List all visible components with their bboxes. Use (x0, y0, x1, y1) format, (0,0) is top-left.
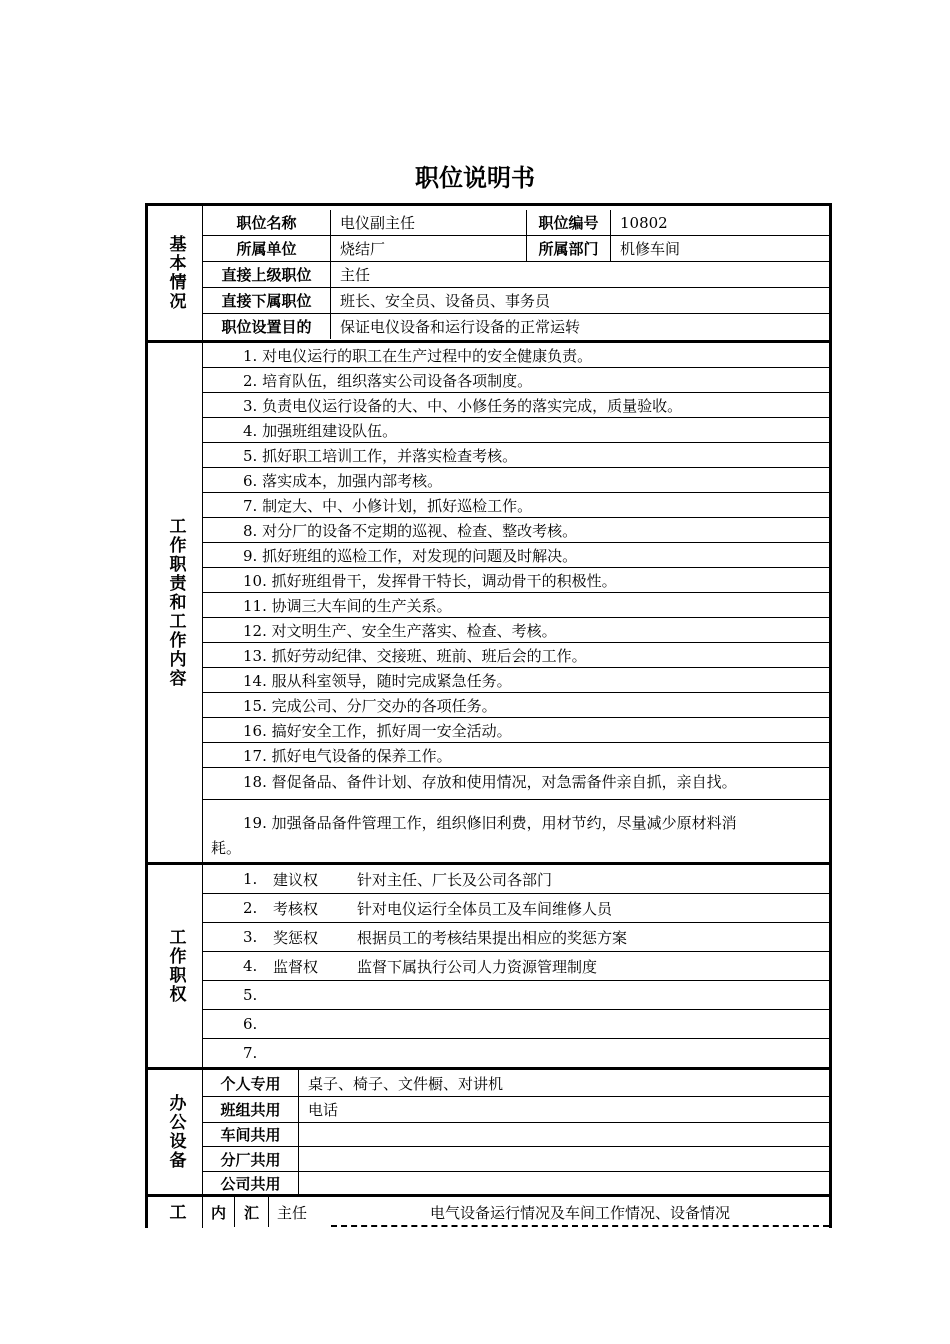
duty-item-10 (203, 568, 829, 593)
duty-item-3 (203, 393, 829, 418)
authority-desc (357, 1010, 829, 1038)
duty-text: 10. 抓好班组骨干，发挥骨干特长，调动骨干的积极性。 (243, 571, 617, 590)
authority-no: 5. (243, 986, 258, 1004)
authority-item-1 (203, 865, 829, 894)
duty-item-14 (203, 668, 829, 693)
authority-item-6 (203, 1010, 829, 1039)
duty-item-9 (203, 543, 829, 568)
authority-item-2 (203, 894, 829, 923)
duty-text: 18. 督促备品、备件计划、存放和使用情况，对急需备件亲自抓，亲自找。 (243, 773, 737, 791)
duties-side-label: 工作职责和工作内容 (148, 343, 203, 862)
duty-item-17 (203, 743, 829, 768)
relations-content: 电气设备运行情况及车间工作情况、设备情况 (430, 1203, 731, 1222)
unit-value: 烧结厂 (330, 236, 526, 261)
unit-label: 所属单位 (236, 240, 297, 258)
duty-item-13 (203, 643, 829, 668)
authority-desc: 针对主任、厂长及公司各部门 (357, 870, 553, 889)
position-name-value: 电仪副主任 (330, 210, 526, 235)
authority-desc (357, 1039, 829, 1067)
duty-text: 4. 加强班组建设队伍。 (243, 421, 398, 440)
position-name-row (203, 210, 829, 236)
authority-section (148, 865, 829, 1067)
duty-item-8 (203, 518, 829, 543)
purpose-label: 职位设置目的 (221, 318, 312, 336)
equipment-value (298, 1172, 829, 1195)
duty-text: 1. 对电仪运行的职工在生产过程中的安全健康负责。 (243, 346, 593, 365)
equipment-label: 分厂共用 (220, 1150, 281, 1169)
authority-name: 建议权 (273, 870, 319, 889)
purpose-value: 保证电仪设备和运行设备的正常运转 (330, 314, 829, 339)
duty-text: 5. 抓好职工培训工作，并落实检查考核。 (243, 446, 518, 465)
duty-item-2 (203, 368, 829, 393)
authority-desc: 根据员工的考核结果提出相应的奖惩方案 (357, 928, 628, 947)
equipment-label: 车间共用 (220, 1126, 281, 1144)
relations-target: 主任 (268, 1197, 417, 1227)
superior-value: 主任 (330, 262, 829, 287)
duty-text: 2. 培育队伍，组织落实公司设备各项制度。 (243, 371, 533, 390)
authority-name: 监督权 (273, 957, 319, 976)
equipment-label: 公司共用 (220, 1175, 281, 1193)
duty-text: 15. 完成公司、分厂交办的各项任务。 (243, 696, 497, 715)
equipment-row-1 (203, 1070, 829, 1097)
position-no-value: 10802 (610, 210, 829, 235)
duty-item-15 (203, 693, 829, 718)
equipment-label: 个人专用 (220, 1074, 281, 1093)
authority-item-4 (203, 952, 829, 981)
duty-item-4 (203, 418, 829, 443)
duty-item-19 (203, 801, 829, 861)
duty-item-1 (203, 343, 829, 368)
duty-text: 7. 制定大、中、小修计划，抓好巡检工作。 (243, 496, 533, 515)
job-description-table (145, 203, 832, 1228)
duty-text: 3. 负责电仪运行设备的大、中、小修任务的落实完成，质量验收。 (243, 396, 683, 415)
authority-desc: 针对电仪运行全体员工及车间维修人员 (357, 899, 613, 918)
superior-row (203, 262, 829, 288)
equipment-side-label: 办公设备 (148, 1070, 203, 1194)
authority-side-label: 工作职权 (148, 865, 203, 1067)
subordinate-label: 直接下属职位 (221, 292, 312, 310)
duties-section (148, 343, 829, 862)
equipment-row-4 (203, 1147, 829, 1172)
duty-item-5 (203, 443, 829, 468)
authority-desc (357, 981, 829, 1009)
duty-item-18 (203, 768, 829, 800)
relations-side-label: 工 (148, 1197, 203, 1228)
subordinate-value: 班长、安全员、设备员、事务员 (330, 288, 829, 313)
authority-no: 6. (243, 1015, 258, 1033)
duty-text: 9. 抓好班组的巡检工作，对发现的问题及时解决。 (243, 546, 578, 565)
duty-text: 16. 搞好安全工作，抓好周一安全活动。 (243, 721, 512, 740)
equipment-label: 班组共用 (220, 1101, 281, 1119)
authority-no: 3. (243, 928, 258, 946)
duty-text: 14. 服从科室领导，随时完成紧急任务。 (243, 671, 512, 690)
document-title: 职位说明书 (415, 164, 535, 192)
subordinate-row (203, 288, 829, 314)
basic-info-section (148, 206, 829, 340)
duty-item-12 (203, 618, 829, 643)
equipment-row-3 (203, 1123, 829, 1147)
authority-item-5 (203, 981, 829, 1010)
equipment-section (148, 1070, 829, 1194)
authority-name: 奖惩权 (273, 928, 319, 947)
authority-name (273, 1010, 353, 1038)
superior-label: 直接上级职位 (221, 266, 312, 284)
equipment-row-5 (203, 1172, 829, 1195)
dashed-line (331, 1225, 829, 1227)
equipment-row-2 (203, 1097, 829, 1123)
authority-no: 1. (243, 870, 258, 888)
basic-info-side-label: 基本情况 (148, 206, 203, 340)
duty-19-line2: 耗。 (211, 839, 242, 857)
duty-text: 12. 对文明生产、安全生产落实、检查、考核。 (243, 621, 557, 640)
duty-item-16 (203, 718, 829, 743)
duty-item-11 (203, 593, 829, 618)
unit-row (203, 236, 829, 262)
relations-row (203, 1197, 829, 1227)
equipment-value (298, 1147, 829, 1171)
duty-text: 11. 协调三大车间的生产关系。 (243, 596, 452, 615)
position-name-label: 职位名称 (236, 214, 297, 232)
duty-text: 13. 抓好劳动纪律、交接班、班前、班后会的工作。 (243, 646, 587, 665)
duty-text: 6. 落实成本，加强内部考核。 (243, 471, 443, 490)
dept-label: 所属部门 (526, 236, 610, 261)
equipment-value: 电话 (298, 1097, 829, 1122)
duty-19-line1: 19. 加强备品备件管理工作，组织修旧利费，用材节约，尽量减少原材料消 (243, 814, 737, 832)
duty-item-6 (203, 468, 829, 493)
position-no-label: 职位编号 (526, 210, 610, 235)
authority-item-3 (203, 923, 829, 952)
duty-item-7 (203, 493, 829, 518)
equipment-value: 桌子、椅子、文件橱、对讲机 (298, 1070, 829, 1096)
authority-name (273, 1039, 353, 1067)
relations-col-inner: 内 (210, 1203, 226, 1222)
purpose-row (203, 314, 829, 339)
duty-text: 17. 抓好电气设备的保养工作。 (243, 746, 452, 765)
authority-no: 2. (243, 899, 258, 917)
relations-section (148, 1197, 829, 1228)
authority-name (273, 981, 353, 1009)
authority-no: 7. (243, 1044, 258, 1062)
authority-no: 4. (243, 957, 258, 975)
relations-col-report: 汇 (234, 1197, 268, 1227)
authority-item-7 (203, 1039, 829, 1067)
equipment-value (298, 1123, 829, 1146)
dept-value: 机修车间 (610, 236, 829, 261)
duty-text: 8. 对分厂的设备不定期的巡视、检查、整改考核。 (243, 521, 578, 540)
authority-desc: 监督下属执行公司人力资源管理制度 (357, 957, 598, 976)
authority-name: 考核权 (273, 899, 319, 918)
